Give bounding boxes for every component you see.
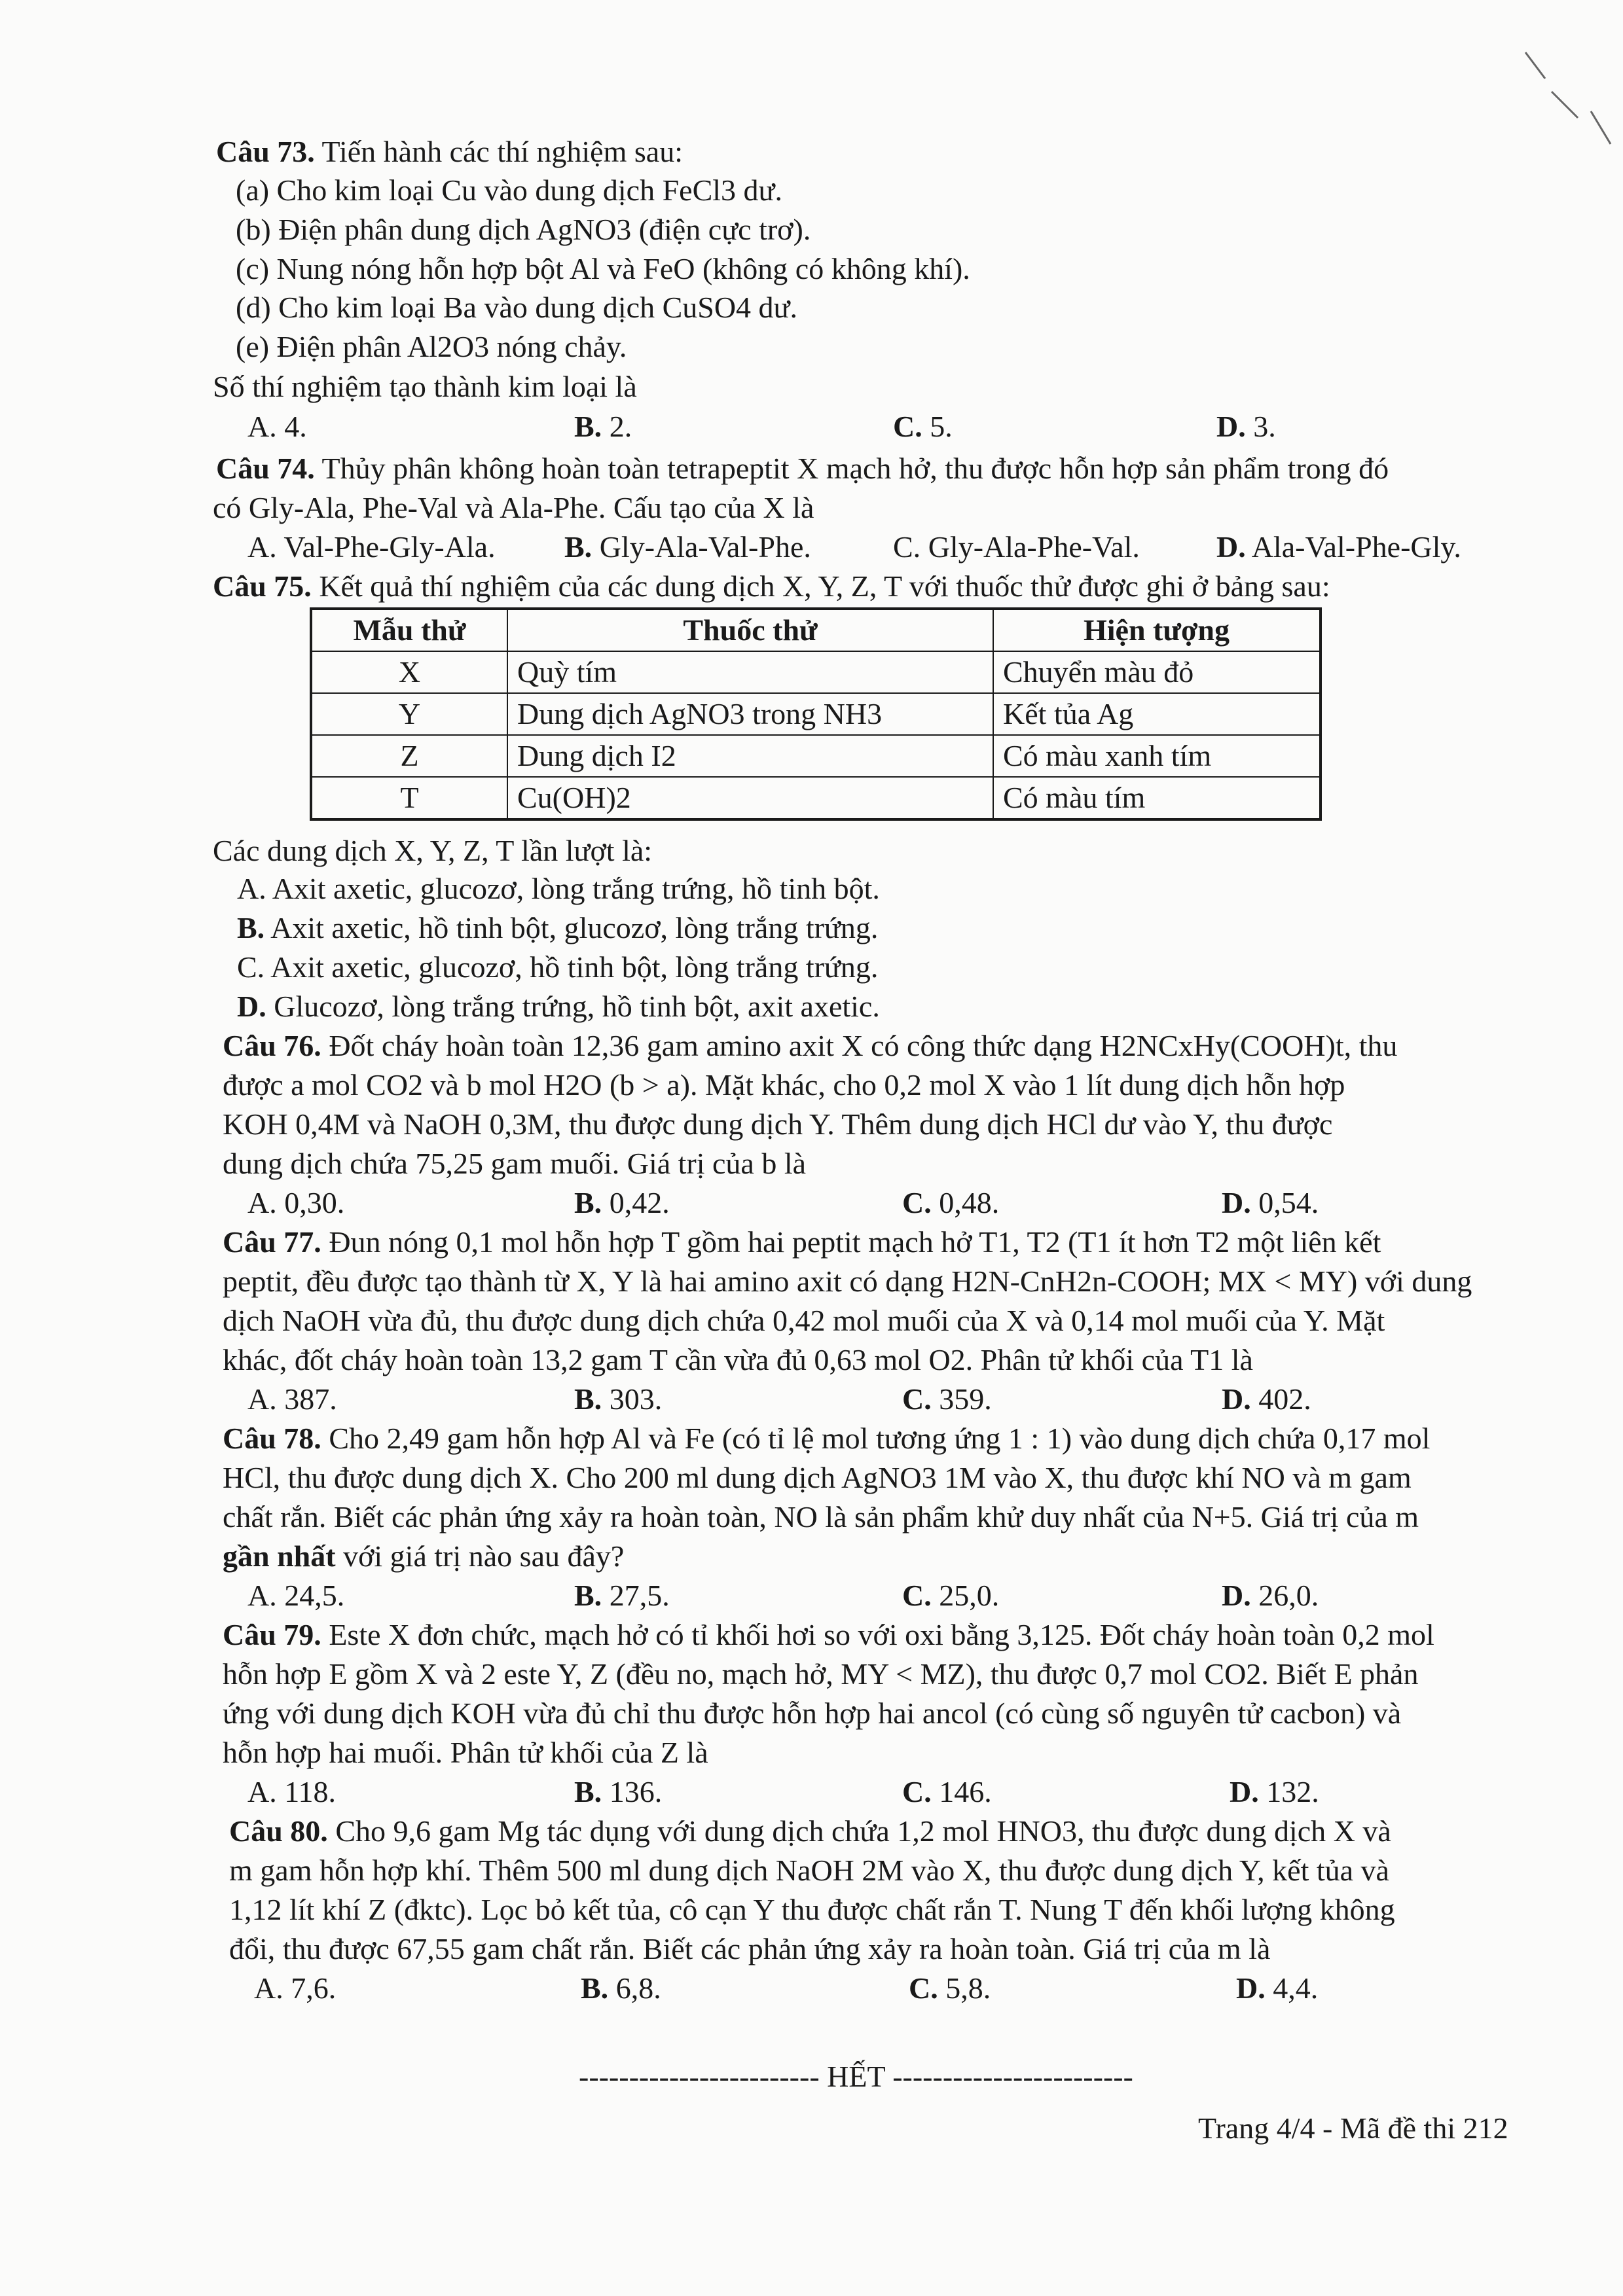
q73-option-d: D. 3. [1216, 410, 1276, 443]
table-cell: Chuyển màu đỏ [993, 651, 1321, 693]
table-row [311, 651, 1321, 693]
table-cell: T [311, 777, 507, 819]
q73-item-d: (d) Cho kim loại Ba vào dung dịch CuSO4 dư. [236, 291, 797, 324]
q75-question: Các dung dịch X, Y, Z, T lần lượt là: [213, 834, 653, 867]
q76-stem-line2: được a mol CO2 và b mol H2O (b > a). Mặt khác, cho 0,2 mol X vào 1 lít dung dịch hỗn hợp [223, 1068, 1345, 1102]
table-cell: Kết tủa Ag [993, 693, 1321, 735]
q75-label: Câu 75. [213, 569, 312, 603]
q75-option-d: D. Glucozơ, lòng trắng trứng, hồ tinh bột, axit axetic. [237, 990, 880, 1023]
q73-question: Số thí nghiệm tạo thành kim loại là [213, 370, 637, 403]
q78-stem-line3: chất rắn. Biết các phản ứng xảy ra hoàn toàn, NO là sản phẩm khử duy nhất của N+5. Giá trị của m [223, 1500, 1419, 1534]
end-of-exam-marker: ------------------------ HẾT ------------------------ [579, 2060, 1133, 2093]
q75-option-b: B. Axit axetic, hồ tinh bột, glucozơ, lòng trắng trứng. [237, 911, 879, 944]
q74-stem-line1: Câu 74. Thủy phân không hoàn toàn tetrapeptit X mạch hở, thu được hỗn hợp sản phẩm trong đó [216, 452, 1389, 485]
q77-stem-line4: khác, đốt cháy hoàn toàn 13,2 gam T cần vừa đủ 0,63 mol O2. Phân tử khối của T1 là [223, 1343, 1253, 1376]
q79-option-a: A. 118. [247, 1775, 337, 1808]
q76-option-b: B. 0,42. [574, 1186, 670, 1219]
q73-item-c: (c) Nung nóng hỗn hợp bột Al và FeO (không có không khí). [236, 252, 970, 285]
q77-option-d: D. 402. [1222, 1382, 1311, 1416]
q77-stem-line3: dịch NaOH vừa đủ, thu được dung dịch chứa 0,42 mol muối của X và 0,14 mol muối của Y. Mặt [223, 1304, 1385, 1337]
q79-stem-line3: ứng với dung dịch KOH vừa đủ chỉ thu được hỗn hợp hai ancol (có cùng số nguyên tử cacbon) và [223, 1696, 1402, 1730]
q77-option-c: C. 359. [902, 1382, 992, 1416]
q80-option-d: D. 4,4. [1236, 1971, 1319, 2005]
q79-option-b: B. 136. [574, 1775, 663, 1808]
q79-option-d: D. 132. [1230, 1775, 1319, 1808]
q80-stem-line1: Câu 80. Cho 9,6 gam Mg tác dụng với dung dịch chứa 1,2 mol HNO3, thu được dung dịch X và [229, 1814, 1391, 1848]
q78-option-d: D. 26,0. [1222, 1579, 1319, 1612]
page-footer: Trang 4/4 - Mã đề thi 212 [1198, 2111, 1508, 2145]
q79-label: Câu 79. [223, 1618, 321, 1651]
table-cell: Cu(OH)2 [507, 777, 993, 819]
table-row [311, 777, 1321, 819]
q73-option-b: B. 2. [574, 410, 632, 443]
q77-stem-line2: peptit, đều được tạo thành từ X, Y là hai amino axit có dạng H2N-CnH2n-COOH; MX < MY) với dung [223, 1265, 1472, 1298]
table-cell: Có màu xanh tím [993, 735, 1321, 777]
q78-stem-line1: Câu 78. Cho 2,49 gam hỗn hợp Al và Fe (có tỉ lệ mol tương ứng 1 : 1) vào dung dịch chứa 0,17 mol [223, 1422, 1431, 1455]
q73-stem: Câu 73. Tiến hành các thí nghiệm sau: [216, 135, 683, 168]
q77-option-b: B. 303. [574, 1382, 663, 1416]
q80-stem-line2: m gam hỗn hợp khí. Thêm 500 ml dung dịch NaOH 2M vào X, thu được dung dịch Y, kết tủa và [229, 1854, 1389, 1887]
table-cell: Z [311, 735, 507, 777]
q78-stem-line2: HCl, thu được dung dịch X. Cho 200 ml dung dịch AgNO3 1M vào X, thu được khí NO và m gam [223, 1461, 1412, 1494]
q80-option-b: B. 6,8. [581, 1971, 661, 2005]
q75-result-table [310, 607, 1322, 821]
q73-item-e: (e) Điện phân Al2O3 nóng chảy. [236, 330, 627, 363]
q76-option-c: C. 0,48. [902, 1186, 1000, 1219]
q75-stem: Câu 75. Kết quả thí nghiệm của các dung dịch X, Y, Z, T với thuốc thử được ghi ở bảng sau: [213, 569, 1330, 603]
q73-label: Câu 73. [216, 135, 315, 168]
q77-option-a: A. 387. [247, 1382, 337, 1416]
q79-stem-line2: hỗn hợp E gồm X và 2 este Y, Z (đều no, mạch hở, MY < MZ), thu được 0,7 mol CO2. Biết E phản [223, 1657, 1419, 1691]
q73-option-a: A. 4. [247, 410, 307, 443]
table-cell: X [311, 651, 507, 693]
q76-stem-line4: dung dịch chứa 75,25 gam muối. Giá trị của b là [223, 1147, 807, 1180]
q76-option-a: A. 0,30. [247, 1186, 345, 1219]
table-header-cell: Mẫu thử [311, 609, 507, 651]
q76-stem-line3: KOH 0,4M và NaOH 0,3M, thu được dung dịch Y. Thêm dung dịch HCl dư vào Y, thu được [223, 1107, 1333, 1141]
table-header-cell: Hiện tượng [993, 609, 1321, 651]
q80-option-c: C. 5,8. [909, 1971, 991, 2005]
q75-option-c: C. Axit axetic, glucozơ, hồ tinh bột, lòng trắng trứng. [237, 950, 879, 984]
q74-stem-line2: có Gly-Ala, Phe-Val và Ala-Phe. Cấu tạo của X là [213, 491, 814, 524]
q78-option-b: B. 27,5. [574, 1579, 670, 1612]
q74-option-b: B. Gly-Ala-Val-Phe. [564, 530, 811, 564]
table-row [311, 735, 1321, 777]
q76-stem-line1: Câu 76. Đốt cháy hoàn toàn 12,36 gam amino axit X có công thức dạng H2NCxHy(COOH)t, thu [223, 1029, 1398, 1062]
table-cell: Dung dịch AgNO3 trong NH3 [507, 693, 993, 735]
q76-option-d: D. 0,54. [1222, 1186, 1319, 1219]
q74-option-a: A. Val-Phe-Gly-Ala. [247, 530, 496, 564]
q80-stem-line3: 1,12 lít khí Z (đktc). Lọc bỏ kết tủa, cô cạn Y thu được chất rắn T. Nung T đến khối lượng không [229, 1893, 1395, 1926]
table-header-cell: Thuốc thử [507, 609, 993, 651]
q73-item-a: (a) Cho kim loại Cu vào dung dịch FeCl3 dư. [236, 173, 782, 207]
q73-item-b: (b) Điện phân dung dịch AgNO3 (điện cực trơ). [236, 213, 811, 246]
q74-option-d: D. Ala-Val-Phe-Gly. [1216, 530, 1461, 564]
q79-option-c: C. 146. [902, 1775, 992, 1808]
table-cell: Y [311, 693, 507, 735]
q75-option-a: A. Axit axetic, glucozơ, lòng trắng trứng, hồ tinh bột. [237, 872, 880, 905]
table-row [311, 693, 1321, 735]
scan-mark-icon [1506, 39, 1617, 157]
q80-label: Câu 80. [229, 1814, 328, 1848]
q74-option-c: C. Gly-Ala-Phe-Val. [893, 530, 1140, 564]
q78-stem-line4: gần nhất với giá trị nào sau đây? [223, 1539, 625, 1573]
q76-label: Câu 76. [223, 1029, 321, 1062]
q80-stem-line4: đổi, thu được 67,55 gam chất rắn. Biết các phản ứng xảy ra hoàn toàn. Giá trị của m là [229, 1932, 1271, 1965]
q77-stem-line1: Câu 77. Đun nóng 0,1 mol hỗn hợp T gồm hai peptit mạch hở T1, T2 (T1 ít hơn T2 một liên kết [223, 1225, 1381, 1259]
q79-stem-line4: hỗn hợp hai muối. Phân tử khối của Z là [223, 1736, 708, 1769]
table-cell: Quỳ tím [507, 651, 993, 693]
q77-label: Câu 77. [223, 1225, 321, 1259]
q74-label: Câu 74. [216, 452, 315, 485]
table-cell: Có màu tím [993, 777, 1321, 819]
q78-label: Câu 78. [223, 1422, 321, 1455]
q78-option-c: C. 25,0. [902, 1579, 1000, 1612]
q78-option-a: A. 24,5. [247, 1579, 345, 1612]
table-header-row [311, 609, 1321, 651]
q80-option-a: A. 7,6. [254, 1971, 337, 2005]
table-cell: Dung dịch I2 [507, 735, 993, 777]
q73-option-c: C. 5. [893, 410, 953, 443]
q79-stem-line1: Câu 79. Este X đơn chức, mạch hở có tỉ khối hơi so với oxi bằng 3,125. Đốt cháy hoàn toàn 0,2 mol [223, 1618, 1434, 1651]
